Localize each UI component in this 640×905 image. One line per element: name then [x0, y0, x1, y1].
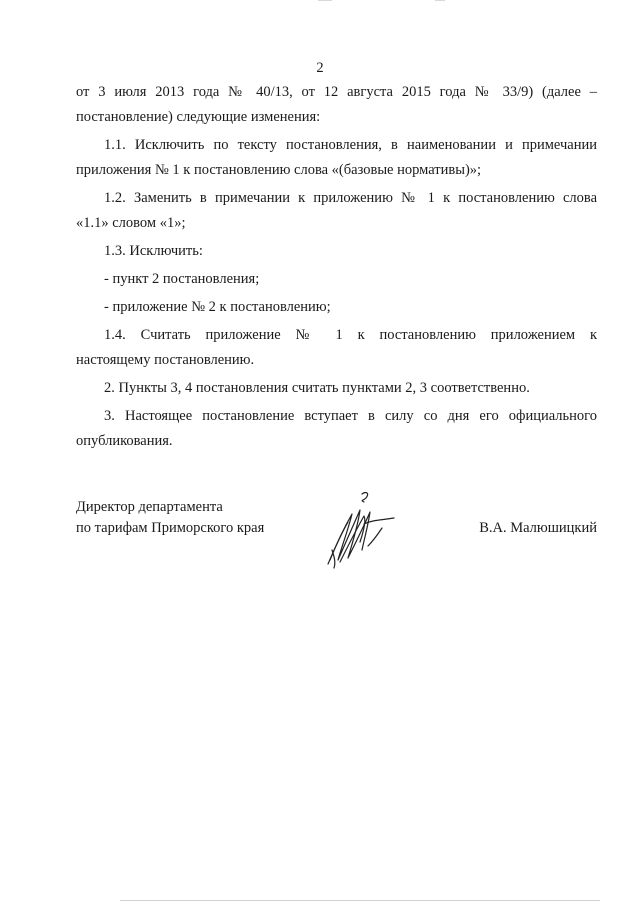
item-1-3: 1.3. Исключить: [104, 243, 203, 259]
signatory-name: В.А. Малюшицкий [479, 520, 597, 536]
handwritten-signature [318, 490, 398, 572]
page-number: 2 [316, 60, 324, 76]
text-line: постановление) следующие изменения: [76, 109, 321, 125]
scan-edge-line [120, 900, 600, 901]
document-body [76, 80, 597, 454]
scan-edge-mark [435, 0, 445, 1]
item-2: 2. Пункты 3, 4 постановления считать пунктами 2, 3 соответственно. [104, 380, 530, 396]
item-3-line: 3. Настоящее постановление вступает в силу со дня его официального [104, 408, 597, 424]
item-1-2-line: «1.1» словом «1»; [76, 215, 186, 231]
item-1-4-line: 1.4. Считать приложение № 1 к постановлению приложением к [104, 327, 597, 343]
item-1-3-sub: - приложение № 2 к постановлению; [104, 299, 331, 315]
position-line: по тарифам Приморского края [76, 520, 265, 536]
item-1-1-line: приложения № 1 к постановлению слова «(базовые нормативы)»; [76, 162, 482, 178]
item-1-2-line: 1.2. Заменить в примечании к приложению № 1 к постановлению слова [104, 190, 597, 206]
item-1-1-line: 1.1. Исключить по тексту постановления, в наименовании и примечании [104, 137, 597, 153]
signatory-position [76, 497, 264, 539]
item-1-4-line: настоящему постановлению. [76, 352, 255, 368]
position-line: Директор департамента [76, 499, 223, 515]
scan-edge-mark [318, 0, 332, 1]
text-line: от 3 июля 2013 года № 40/13, от 12 августа 2015 года № 33/9) (далее – [76, 84, 597, 100]
item-3-line: опубликования. [76, 433, 173, 449]
item-1-3-sub: - пункт 2 постановления; [104, 271, 260, 287]
